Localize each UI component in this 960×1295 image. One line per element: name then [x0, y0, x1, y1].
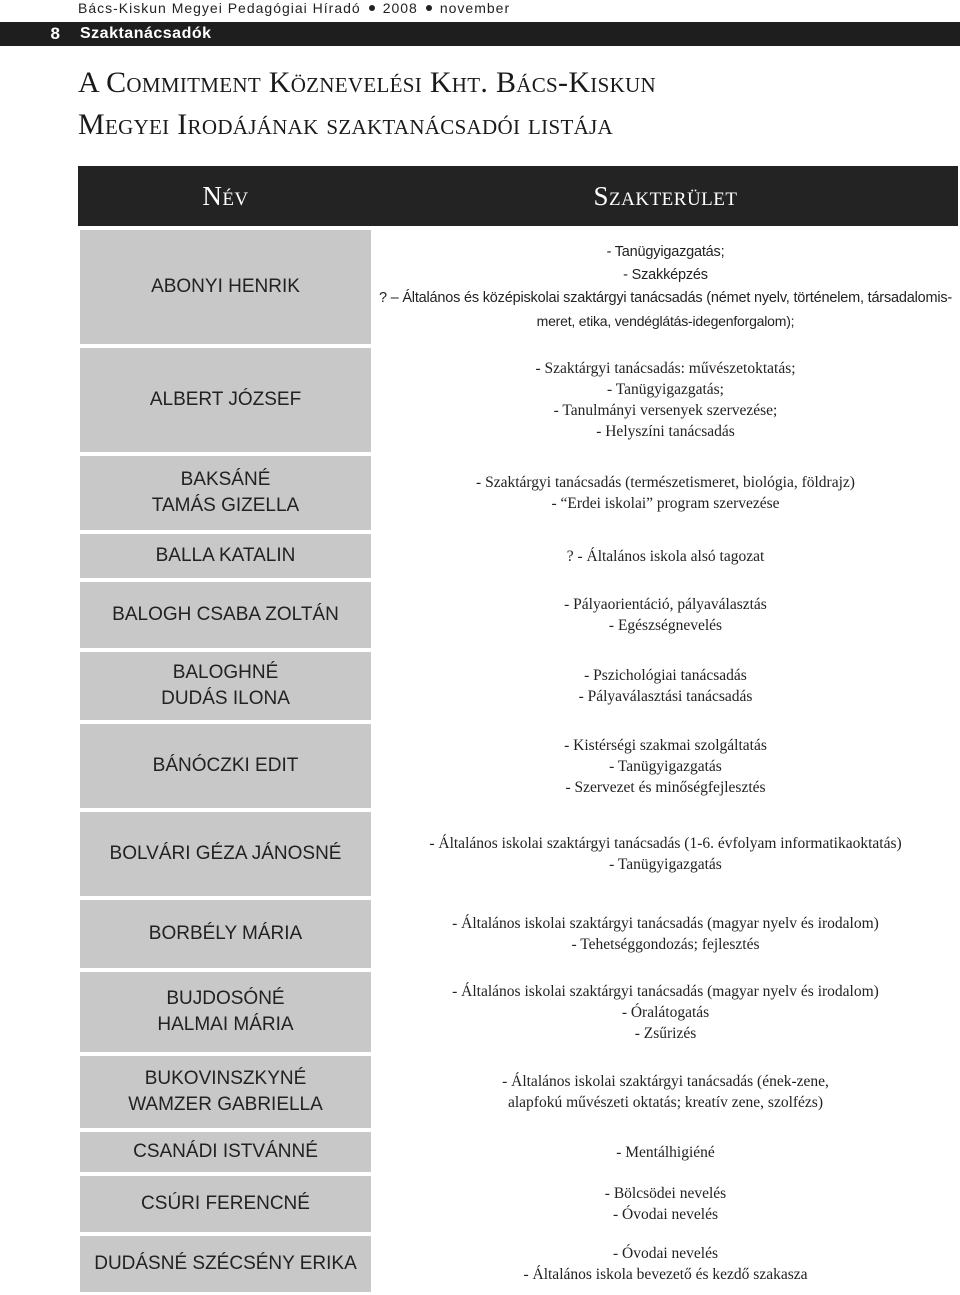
specialty-line: - Általános iskolai szaktárgyi tanácsadás (1-6. évfolyam informatikaoktatás)	[429, 835, 902, 852]
specialty-line: - Egészségnevelés	[608, 617, 723, 634]
table-row	[78, 650, 958, 722]
specialty-line: - Szakképzés	[623, 267, 708, 283]
table-row	[78, 898, 958, 970]
table-row	[78, 1054, 958, 1130]
specialty-area	[373, 650, 958, 722]
advisor-name-line: BORBÉLY MÁRIA	[148, 923, 303, 944]
specialty-line: - Bölcsödei nevelés	[604, 1185, 727, 1202]
advisor-name	[78, 970, 373, 1054]
specialty-line: - Mentálhigiéné	[616, 1143, 715, 1161]
running-header	[78, 0, 958, 18]
page-number: 8	[50, 24, 60, 43]
specialty-area	[373, 722, 958, 810]
specialty-area	[373, 1174, 958, 1234]
specialty-area	[373, 454, 958, 532]
specialty-line: - Kistérségi szakmai szolgáltatás	[564, 736, 767, 754]
specialty-line: - Óralátogatás	[621, 1003, 710, 1021]
advisor-name-line: BÁNÓCZKI EDIT	[152, 755, 299, 776]
specialty-line: - Szaktárgyi tanácsadás (természetismeret, biológia, földrajz)	[476, 474, 855, 491]
specialty-line: - Helyszíni tanácsadás	[596, 423, 735, 440]
specialty-line: ? - Általános iskola alsó tagozat	[566, 547, 765, 565]
advisor-name	[78, 580, 373, 650]
specialty-area	[373, 1234, 958, 1294]
advisor-name-line: BUKOVINSZKYNÉ	[144, 1068, 307, 1089]
specialty-line: - Zsűrizés	[634, 1024, 697, 1042]
specialty-area	[373, 970, 958, 1054]
table-row	[78, 454, 958, 532]
section-bar	[0, 22, 960, 46]
title-line-2: Megyei Irodájának szaktanácsadói listája	[78, 108, 613, 141]
bullet-icon	[369, 5, 375, 11]
specialty-line: - Tanügyigazgatás;	[607, 381, 724, 398]
advisor-name-line: BALOGH CSABA ZOLTÁN	[112, 604, 339, 625]
specialty-line: - Tehetséggondozás; fejlesztés	[571, 936, 760, 953]
advisor-name-line: CSÚRI FERENCNÉ	[141, 1193, 310, 1214]
title-line-1: A Commitment Köznevelési Kht. Bács-Kiskun	[78, 66, 656, 99]
advisor-name-line: BALLA KATALIN	[155, 545, 296, 566]
specialty-area	[373, 1054, 958, 1130]
specialty-line: - Általános iskolai szaktárgyi tanácsadás (magyar nyelv és irodalom)	[452, 915, 879, 932]
advisor-name	[78, 228, 373, 346]
specialty-line: - Szervezet és minőségfejlesztés	[565, 778, 766, 796]
table-row	[78, 970, 958, 1054]
table-row	[78, 1174, 958, 1234]
specialty-line: - Szaktárgyi tanácsadás: művészetoktatás;	[535, 360, 796, 377]
specialty-line: - Óvodai nevelés	[612, 1245, 719, 1262]
specialty-area	[373, 898, 958, 970]
advisor-name	[78, 454, 373, 532]
advisor-name-line: DUDÁS ILONA	[161, 688, 290, 709]
specialty-line: - Általános iskolai szaktárgyi tanácsadás (ének-zene,	[502, 1073, 829, 1090]
bullet-icon	[426, 5, 432, 11]
specialty-line: - “Erdei iskolai” program szervezése	[551, 495, 780, 512]
table-row	[78, 722, 958, 810]
issue-year: 2008	[382, 0, 418, 16]
advisor-name	[78, 1054, 373, 1130]
specialty-line: - Tanügyigazgatás	[609, 856, 722, 873]
column-header-area: Szakterület	[373, 166, 958, 226]
advisor-name	[78, 1174, 373, 1234]
table-row	[78, 1234, 958, 1294]
table-row	[78, 1130, 958, 1174]
advisor-name-line: CSANÁDI ISTVÁNNÉ	[133, 1141, 318, 1162]
table-row	[78, 228, 958, 346]
advisor-name-line: ABONYI HENRIK	[151, 276, 300, 297]
section-name: Szaktanácsadók	[80, 25, 212, 42]
advisor-name-line: BALOGHNÉ	[172, 662, 279, 683]
specialty-area	[373, 228, 958, 346]
specialty-line: ? – Általános és középiskolai szaktárgyi tanácsadás (német nyelv, történelem, társadalomis-	[378, 290, 953, 306]
specialty-line: - Pályaválasztási tanácsadás	[578, 688, 753, 705]
specialty-line: - Tanügyigazgatás;	[606, 244, 725, 260]
advisor-name	[78, 722, 373, 810]
advisor-name-line: ALBERT JÓZSEF	[149, 389, 302, 410]
specialty-area	[373, 810, 958, 898]
advisor-name	[78, 532, 373, 580]
specialty-line: - Tanügyigazgatás	[609, 757, 722, 775]
issue-month: november	[439, 0, 511, 16]
specialty-line: meret, etika, vendéglátás-idegenforgalom);	[536, 313, 795, 329]
publication-name: Bács-Kiskun Megyei Pedagógiai Híradó	[78, 0, 361, 16]
page-title	[78, 62, 958, 146]
specialty-line: - Pszichológiai tanácsadás	[584, 667, 747, 684]
specialty-line: - Pályaorientáció, pályaválasztás	[564, 596, 767, 613]
advisor-name-line: BAKSÁNÉ	[180, 469, 271, 490]
specialty-area	[373, 580, 958, 650]
specialty-line: - Óvodai nevelés	[612, 1206, 719, 1223]
advisor-name-line: WAMZER GABRIELLA	[128, 1094, 323, 1115]
advisor-name-line: DUDÁSNÉ SZÉCSÉNY ERIKA	[94, 1253, 357, 1274]
advisor-name-line: BOLVÁRI GÉZA JÁNOSNÉ	[109, 843, 342, 864]
advisor-name	[78, 1130, 373, 1174]
specialty-line: alapfokú művészeti oktatás; kreatív zene, szolfézs)	[507, 1094, 824, 1111]
column-header-name: Név	[78, 166, 373, 226]
advisor-name	[78, 898, 373, 970]
advisor-name-line: TAMÁS GIZELLA	[151, 495, 300, 516]
table-row	[78, 532, 958, 580]
specialty-area	[373, 532, 958, 580]
advisor-name-line: HALMAI MÁRIA	[157, 1014, 294, 1035]
advisor-name	[78, 810, 373, 898]
advisor-name	[78, 650, 373, 722]
table-row	[78, 346, 958, 454]
advisor-name	[78, 1234, 373, 1294]
advisor-name	[78, 346, 373, 454]
specialty-line: - Általános iskolai szaktárgyi tanácsadás (magyar nyelv és irodalom)	[452, 982, 879, 1000]
specialty-area	[373, 346, 958, 454]
specialty-area	[373, 1130, 958, 1174]
advisor-name-line: BUJDOSÓNÉ	[166, 988, 285, 1009]
specialty-line: - Tanulmányi versenyek szervezése;	[553, 402, 778, 419]
specialty-line: - Általános iskola bevezető és kezdő szakasza	[523, 1266, 808, 1283]
table-row	[78, 580, 958, 650]
table-row	[78, 810, 958, 898]
